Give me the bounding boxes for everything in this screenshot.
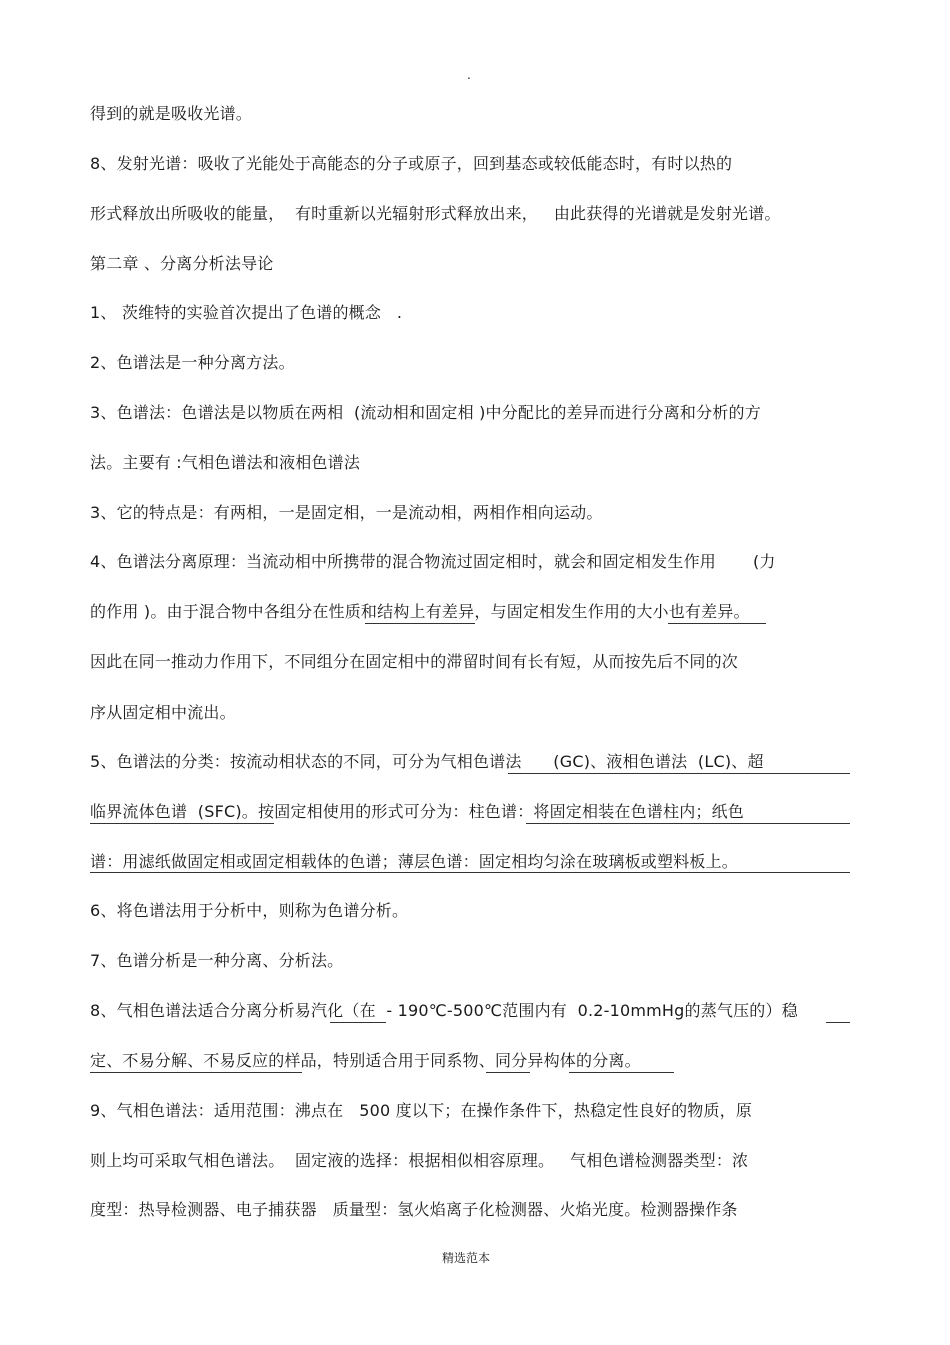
underline-mark — [826, 1022, 850, 1023]
underline-mark — [569, 1072, 674, 1073]
text-line-2: 8、发射光谱：吸收了光能处于高能态的分子或原子，回到基态或较低能态时，有时以热的 — [90, 154, 733, 173]
underline-mark — [90, 1072, 302, 1073]
text-line-18: 7、色谱分析是一种分离、分析法。 — [90, 951, 344, 970]
text-line-17: 6、将色谱法用于分析中，则称为色谱分析。 — [90, 901, 409, 920]
underline-mark — [486, 1072, 530, 1073]
text-line-22: 则上均可采取气相色谱法。 固定液的选择：根据相似相容原理。 气相色谱检测器类型：浓 — [90, 1151, 749, 1170]
text-line-23: 度型：热导检测器、电子捕获器 质量型：氢火焰离子化检测器、火焰光度。检测器操作条 — [90, 1200, 738, 1219]
underline-mark — [90, 872, 850, 873]
text-line-20: 定、不易分解、不易反应的样品，特别适合用于同系物、同分异构体的分离。 — [90, 1051, 641, 1070]
underline-mark — [526, 823, 850, 824]
text-line-19: 8、气相色谱法适合分离分析易汽化（在 - 190℃-500℃范围内有 0.2-10mmHg的蒸气压的）稳 — [90, 1001, 798, 1020]
text-line-6: 2、色谱法是一种分离方法。 — [90, 353, 295, 372]
underline-mark — [365, 623, 475, 624]
chapter-heading: 第二章 、分离分析法导论 — [90, 254, 274, 273]
underline-mark — [668, 623, 766, 624]
underline-mark — [330, 1022, 386, 1023]
page-footer: 精选范本 — [442, 1251, 491, 1265]
text-line-16: 谱：用滤纸做固定相或固定相载体的色谱；薄层色谱：固定相均匀涂在玻璃板或塑料板上。 — [90, 852, 739, 871]
text-line-13: 序从固定相中流出。 — [90, 703, 236, 722]
text-line-3: 形式释放出所吸收的能量， 有时重新以光辐射形式释放出来， 由此获得的光谱就是发射光谱。 — [90, 204, 781, 223]
text-line-1: 得到的就是吸收光谱。 — [90, 104, 253, 123]
text-line-15: 临界流体色谱 (SFC)。按固定相使用的形式可分为：柱色谱：将固定相装在色谱柱内；纸色 — [90, 802, 744, 821]
text-line-21: 9、气相色谱法：适用范围：沸点在 500 度以下；在操作条件下，热稳定性良好的物质，原 — [90, 1101, 753, 1120]
text-line-11: 的作用 )。由于混合物中各组分在性质和结构上有差异，与固定相发生作用的大小也有差异。 — [90, 602, 750, 621]
underline-mark — [90, 823, 274, 824]
text-line-8: 法。主要有 :气相色谱法和液相色谱法 — [90, 453, 361, 472]
underline-mark — [508, 773, 850, 774]
text-line-7: 3、色谱法：色谱法是以物质在两相 (流动相和固定相 )中分配比的差异而进行分离和分析的方 — [90, 403, 761, 422]
text-line-5: 1、 茨维特的实验首次提出了色谱的概念 . — [90, 303, 403, 322]
text-line-12: 因此在同一推动力作用下，不同组分在固定相中的滞留时间有长有短，从而按先后不同的次 — [90, 652, 739, 671]
header-dot: . — [467, 68, 471, 82]
text-line-14: 5、色谱法的分类：按流动相状态的不同，可分为气相色谱法 (GC)、液相色谱法 (LC)、超 — [90, 752, 764, 771]
text-line-9: 3、它的特点是：有两相，一是固定相，一是流动相，两相作相向运动。 — [90, 503, 603, 522]
text-line-10: 4、色谱法分离原理：当流动相中所携带的混合物流过固定相时，就会和固定相发生作用 (力 — [90, 552, 776, 571]
